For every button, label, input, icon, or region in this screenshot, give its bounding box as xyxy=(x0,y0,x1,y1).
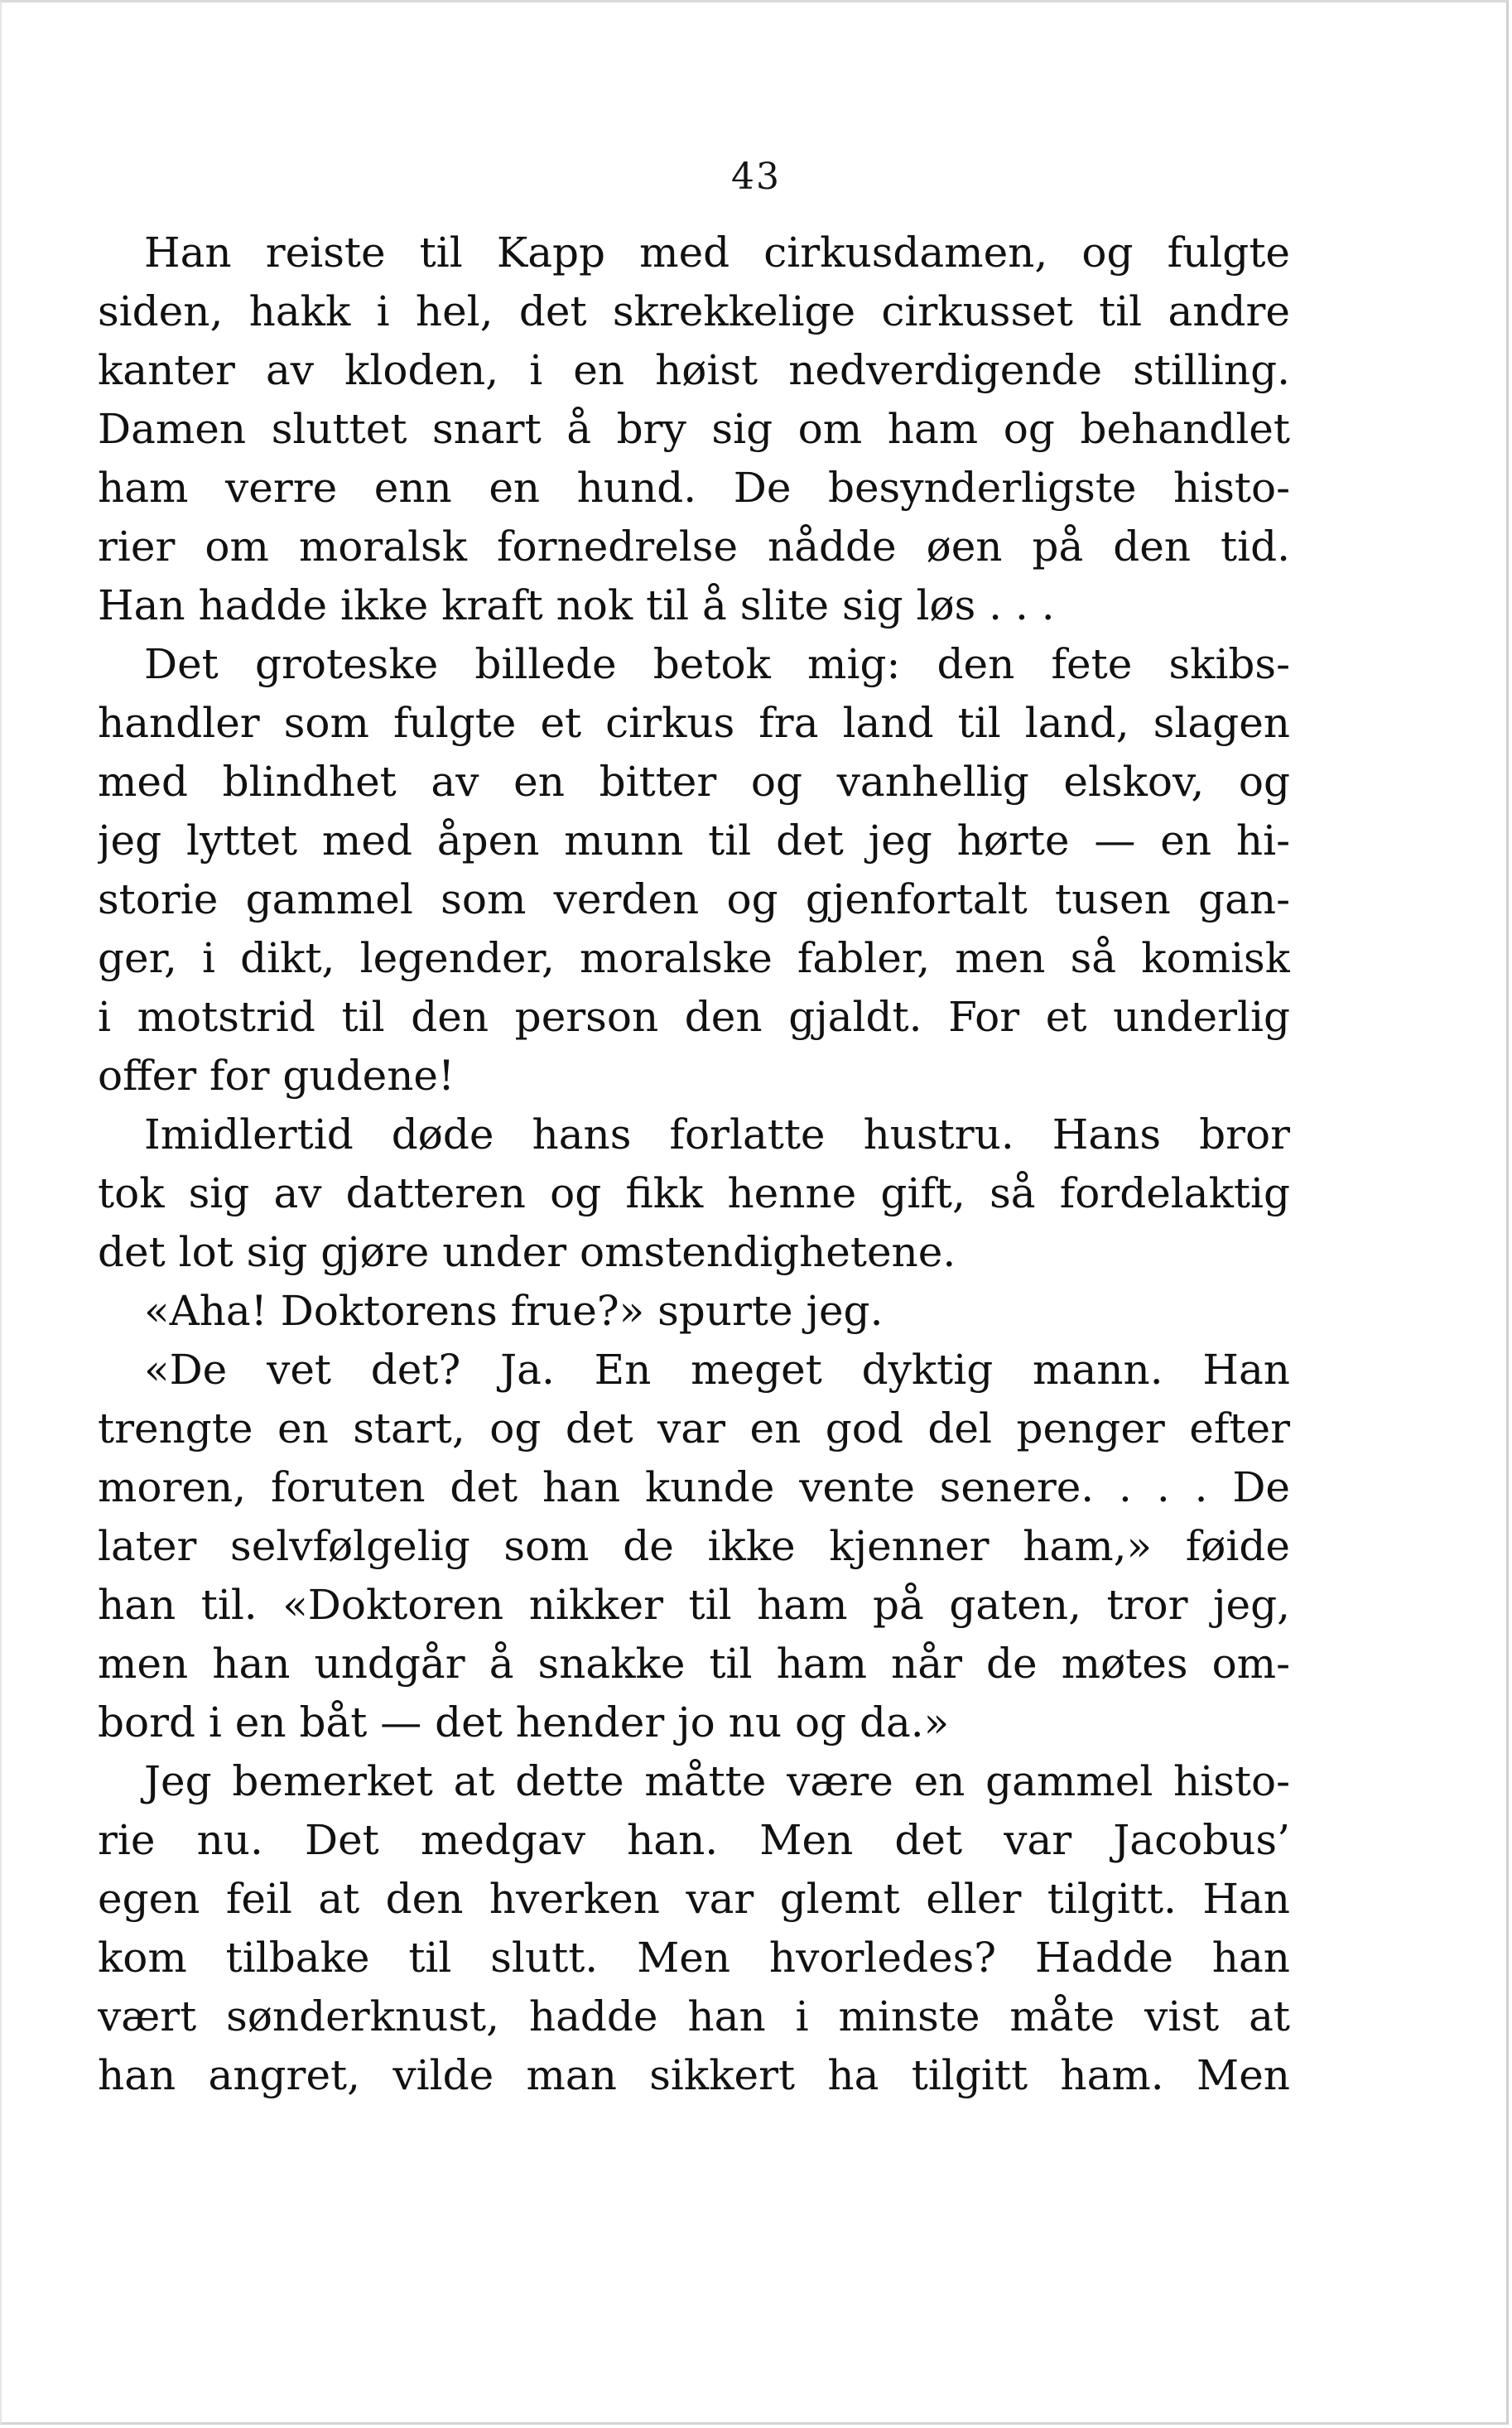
text-line: han til. «Doktoren nikker til ham på gaten, tror jeg, xyxy=(98,1581,1290,1629)
text-line: men han undgår å snakke til ham når de møtes om- xyxy=(98,1640,1290,1688)
text-line: «De vet det? Ja. En meget dyktig mann. Han xyxy=(144,1346,1290,1394)
text-line: later selvfølgelig som de ikke kjenner ham,» føide xyxy=(98,1522,1290,1570)
text-line: moren, foruten det han kunde vente senere. . . . De xyxy=(98,1463,1290,1511)
text-line: jeg lyttet med åpen munn til det jeg hørte — en hi- xyxy=(98,817,1290,865)
text-line: han angret, vilde man sikkert ha tilgitt ham. Men xyxy=(98,2051,1290,2099)
text-line: trengte en start, og det var en god del penger efter xyxy=(98,1404,1290,1452)
text-line: rie nu. Det medgav han. Men det var Jacobus’ xyxy=(98,1816,1290,1864)
text-line: kom tilbake til slutt. Men hvorledes? Hadde han xyxy=(98,1934,1290,1982)
text-line: bord i en båt — det hender jo nu og da.» xyxy=(98,1698,950,1746)
text-line: Det groteske billede betok mig: den fete skibs- xyxy=(144,640,1290,688)
text-line: det lot sig gjøre under omstendighetene. xyxy=(98,1228,956,1276)
text-line: Han hadde ikke kraft nok til å slite sig løs . . . xyxy=(98,581,1055,629)
text-line: handler som fulgte et cirkus fra land til land, slagen xyxy=(98,699,1290,747)
page-number: 43 xyxy=(731,156,781,198)
text-line: storie gammel som verden og gjenfortalt tusen gan- xyxy=(98,875,1290,923)
text-line: ger, i dikt, legender, moralske fabler, men så komisk xyxy=(98,934,1290,982)
text-line: Damen sluttet snart å bry sig om ham og behandlet xyxy=(98,405,1290,453)
text-line: kanter av kloden, i en høist nedverdigende stilling. xyxy=(98,346,1290,394)
text-line: offer for gudene! xyxy=(98,1052,455,1100)
text-line: ham verre enn en hund. De besynderligste histo- xyxy=(98,464,1290,512)
text-line: egen feil at den hverken var glemt eller tilgitt. Han xyxy=(98,1875,1290,1923)
text-line: Jeg bemerket at dette måtte være en gammel histo- xyxy=(144,1757,1290,1805)
text-line: rier om moralsk fornedrelse nådde øen på den tid. xyxy=(98,523,1290,571)
text-line: «Aha! Doktorens frue?» spurte jeg. xyxy=(144,1287,884,1335)
text-line: vært sønderknust, hadde han i minste måte vist at xyxy=(98,1992,1290,2040)
text-line: med blindhet av en bitter og vanhellig elskov, og xyxy=(98,758,1290,806)
body-text xyxy=(98,224,1290,2105)
text-line: tok sig av datteren og fikk henne gift, så fordelaktig xyxy=(98,1169,1290,1217)
text-line: Imidlertid døde hans forlatte hustru. Hans bror xyxy=(144,1110,1290,1159)
text-line: Han reiste til Kapp med cirkusdamen, og fulgte xyxy=(144,229,1290,277)
text-line: i motstrid til den person den gjaldt. For et underlig xyxy=(98,993,1290,1041)
text-line: siden, hakk i hel, det skrekkelige cirkusset til andre xyxy=(98,287,1290,335)
